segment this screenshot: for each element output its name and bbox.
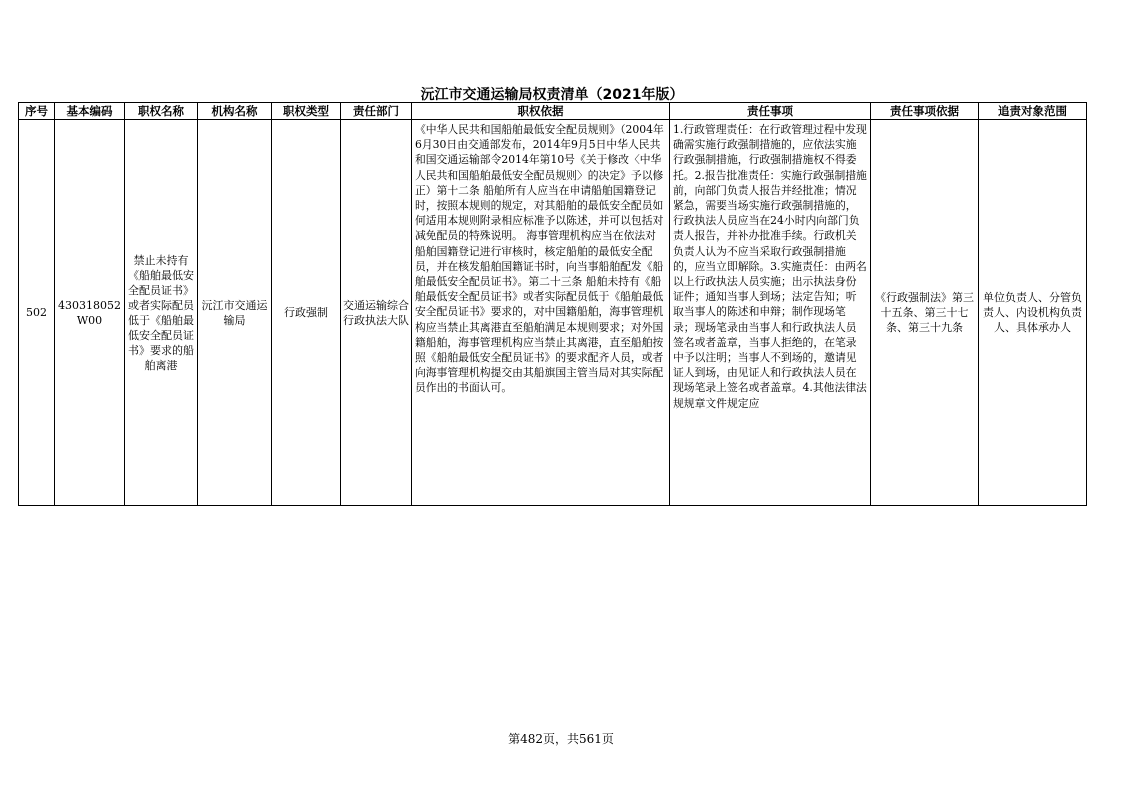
table-header-row [19, 103, 1087, 120]
page-title: 沅江市交通运输局权责清单（2021年版） [420, 87, 684, 103]
header-matters-basis: 责任事项依据 [871, 103, 979, 120]
header-matters: 责任事项 [670, 103, 871, 120]
cell-seq: 502 [19, 120, 55, 506]
header-power-name: 职权名称 [125, 103, 198, 120]
header-accountable: 追责对象范围 [979, 103, 1087, 120]
cell-power-name: 禁止未持有《船舶最低安全配员证书》或者实际配员低于《船舶最低安全配员证书》要求的船舶离港 [125, 120, 198, 506]
header-code: 基本编码 [55, 103, 125, 120]
cell-agency: 沅江市交通运输局 [198, 120, 272, 506]
cell-power-type: 行政强制 [272, 120, 341, 506]
cell-basis: 《中华人民共和国船舶最低安全配员规则》（2004年6月30日由交通部发布，2014年9月5日中华人民共和国交通运输部令2014年第10号《关于修改〈中华人民共和国船舶最低安全配员规则〉的决定》予以修正）第十二条 船舶所有人应当在申请船舶国籍登记时，按照本规则的规定，对其船舶的最低安全配员如何适用本规则附录相应标准予以陈述，并可以包括对减免配员的特殊说明。 海事管理机构应当在依法对船舶国籍登记进行审核时，核定船舶的最低安全配员，并在核发船舶国籍证书时，向当事船舶配发《船舶最低安全配员证书》。第二十三条 船舶未持有《船舶最低安全配员证书》或者实际配员低于《船舶最低安全配员证书》要求的，对中国籍船舶，海事管理机构应当禁止其离港直至船舶满足本规则要求；对外国籍船舶，海事管理机构应当禁止其离港，直至船舶按照《船舶最低安全配员证书》的要求配齐人员，或者向海事管理机构提交由其船旗国主管当局对其实际配员作出的书面认可。 [412, 120, 670, 506]
cell-department: 交通运输综合行政执法大队 [341, 120, 412, 506]
header-seq: 序号 [19, 103, 55, 120]
header-basis: 职权依据 [412, 103, 670, 120]
header-department: 责任部门 [341, 103, 412, 120]
table-row [19, 120, 1087, 506]
cell-matters-basis: 《行政强制法》第三十五条、第三十七条、第三十九条 [871, 120, 979, 506]
cell-code: 430318052W00 [55, 120, 125, 506]
cell-accountable: 单位负责人、分管负责人、内设机构负责人、具体承办人 [979, 120, 1087, 506]
cell-matters: 1.行政管理责任：在行政管理过程中发现确需实施行政强制措施的，应依法实施行政强制措施，行政强制措施权不得委托。2.报告批准责任：实施行政强制措施前，向部门负责人报告并经批准；情况紧急，需要当场实施行政强制措施的，行政执法人员应当在24小时内向部门负责人报告，并补办批准手续。行政机关负责人认为不应当采取行政强制措施的，应当立即解除。3.实施责任：由两名以上行政执法人员实施；出示执法身份证件；通知当事人到场；法定告知；听取当事人的陈述和申辩；制作现场笔录；现场笔录由当事人和行政执法人员签名或者盖章，当事人拒绝的，在笔录中予以注明；当事人不到场的，邀请见证人到场，由见证人和行政执法人员在现场笔录上签名或者盖章。4.其他法律法规规章文件规定应 [670, 120, 871, 506]
header-agency: 机构名称 [198, 103, 272, 120]
page-number: 第482页，共561页 [508, 732, 614, 746]
header-power-type: 职权类型 [272, 103, 341, 120]
responsibility-table [18, 102, 1087, 506]
